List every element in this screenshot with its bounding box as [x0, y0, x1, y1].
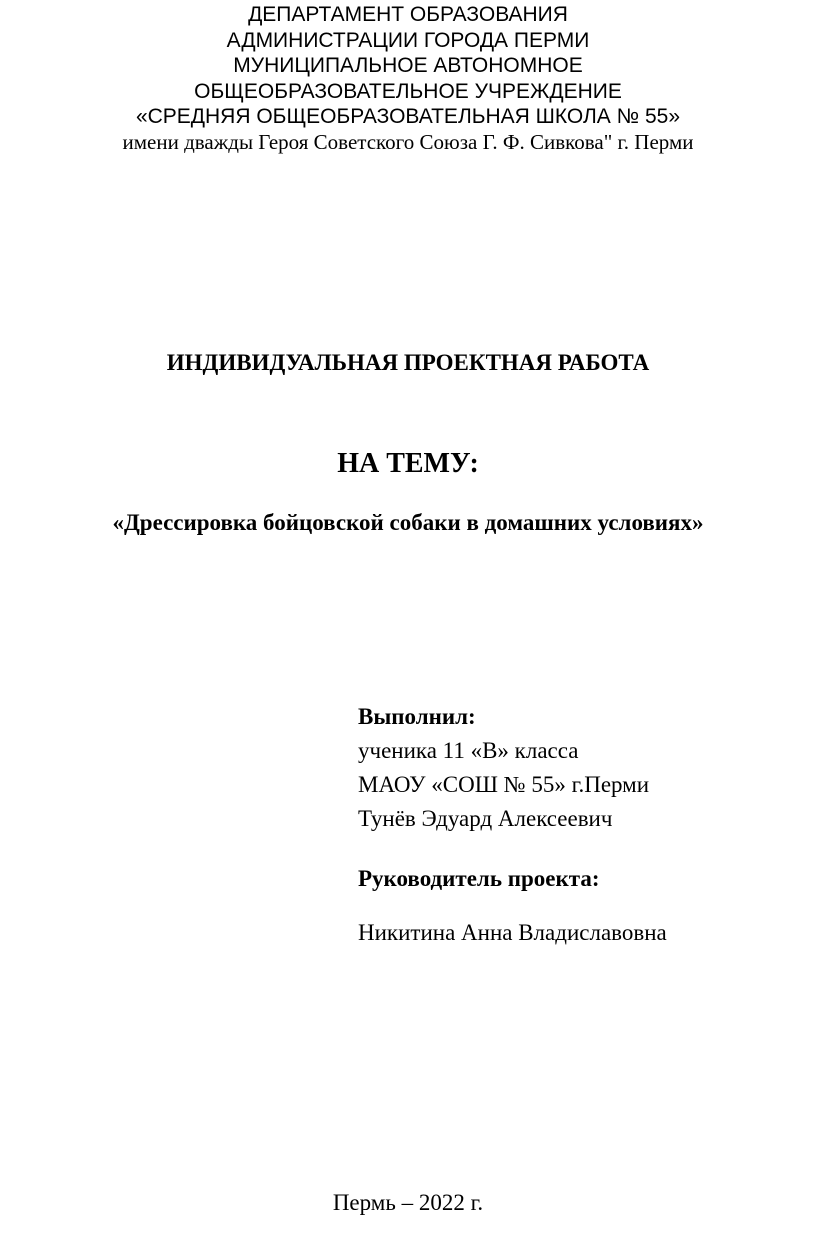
header-line-municipal: МУНИЦИПАЛЬНОЕ АВТОНОМНОЕ [233, 54, 583, 77]
header-line-department: ДЕПАРТАМЕНТ ОБРАЗОВАНИЯ [248, 3, 568, 26]
supervisor-name: Никитина Анна Владиславовна [358, 920, 667, 945]
institution-header [0, 2, 816, 155]
author-block [358, 700, 798, 836]
author-label: Выполнил: [358, 704, 476, 729]
header-line-administration: АДМИНИСТРАЦИИ ГОРОДА ПЕРМИ [226, 28, 590, 52]
project-topic: «Дрессировка бойцовской собаки в домашних условиях» [112, 510, 704, 535]
supervisor-label: Руководитель проекта: [358, 866, 600, 891]
header-line-school-name: «СРЕДНЯЯ ОБЩЕОБРАЗОВАТЕЛЬНАЯ ШКОЛА № 55» [135, 105, 681, 128]
author-name: Тунёв Эдуард Алексеевич [358, 806, 613, 831]
header-line-named-after: имени дважды Героя Советского Союза Г. Ф. Сивкова" г. Перми [122, 129, 694, 154]
author-school: МАОУ «СОШ № 55» г.Перми [358, 772, 650, 797]
topic-label: НА ТЕМУ: [337, 448, 479, 479]
document-title: ИНДИВИДУАЛЬНАЯ ПРОЕКТНАЯ РАБОТА [166, 350, 650, 375]
author-class: ученика 11 «В» класса [358, 738, 579, 763]
city-year-footer: Пермь – 2022 г. [332, 1190, 484, 1215]
header-line-institution: ОБЩЕОБРАЗОВАТЕЛЬНОЕ УЧРЕЖДЕНИЕ [194, 79, 622, 103]
